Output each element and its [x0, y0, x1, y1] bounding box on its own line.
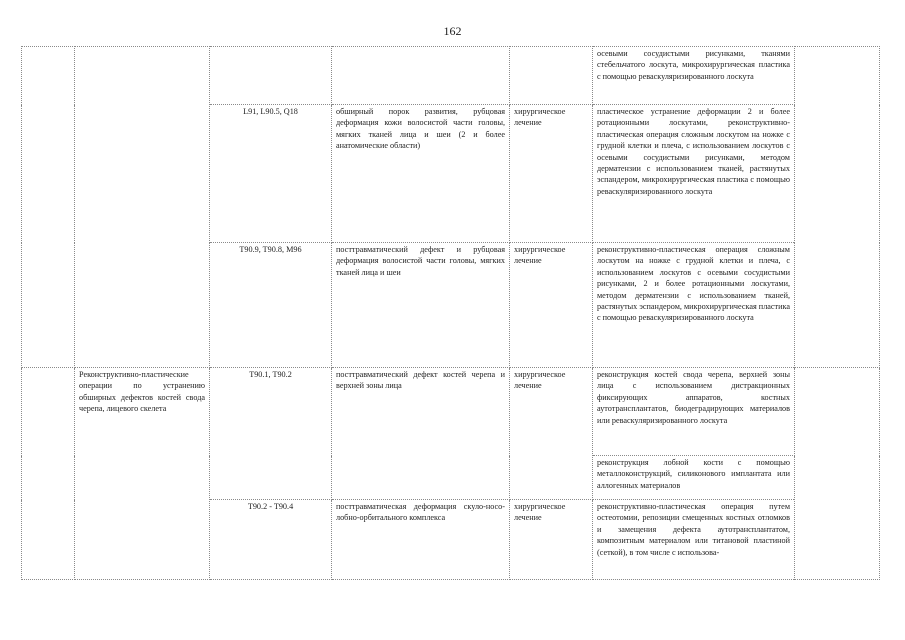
description-cell: посттравматический дефект и рубцовая деформация волосистой части головы, мягких тканей лица и шеи [332, 243, 510, 368]
code-cell: L91, L90.5, Q18 [210, 105, 332, 243]
number-cell [22, 47, 75, 368]
treatment-cell: хирургическое лечение [510, 105, 593, 243]
description-cell: обширный порок развития, рубцовая деформация кожи волосистой части головы, мягких тканей лица и шеи (2 и более анатомические области) [332, 105, 510, 243]
funding-cell [795, 47, 880, 368]
description-cell: посттравматический дефект костей черепа и верхней зоны лица [332, 368, 510, 500]
page-number: 162 [443, 24, 462, 38]
code-cell: T90.2 - T90.4 [210, 500, 332, 580]
method-cell: реконструктивно-пластическая операция сложным лоскутом на ножке с грудной клетки и плеча, с использованием лоскутов с осевыми сосудистыми рисунками, 2 и более ротационными лоскутами, методом дерматензии с использованием тканей, растянутых эспандером, микрохирургическая пластика с помощью реваскуляризированного лоскута [593, 243, 795, 368]
number-cell [22, 368, 75, 580]
method-cell: пластическое устранение деформации 2 и более ротационными лоскутами, реконструктивно-пластическая операция сложным лоскутом на ножке с грудной клетки и плеча, с использованием лоскутов с осевыми сосудистыми рисунками, методом дерматензии с использованием тканей, растянутых эспандером, микрохирургическая пластика с помощью реваскуляризированного лоскута [593, 105, 795, 243]
code-cell: T90.1, T90.2 [210, 368, 332, 500]
description-cell: посттравматическая деформация скуло-носо-лобно-орбитального комплекса [332, 500, 510, 580]
treatment-cell: хирургическое лечение [510, 243, 593, 368]
table-row [22, 368, 880, 456]
code-cell: T90.9, T90.8, M96 [210, 243, 332, 368]
procedures-table [21, 46, 880, 580]
description-cell [332, 47, 510, 105]
method-cell: реконструкция костей свода черепа, верхней зоны лица с использованием дистракционных фиксирующих аппаратов, костных аутотрансплантатов, биодеградирующих материалов или реваскуляризированного лоскута [593, 368, 795, 456]
method-cell: реконструктивно-пластическая операция путем остеотомии, репозиции смещенных костных отломков и замещения дефекта аутотрансплантатом, композитным материалом или титановой пластиной (сеткой), в том числе с использова- [593, 500, 795, 580]
funding-cell [795, 368, 880, 580]
table-row [22, 47, 880, 105]
treatment-cell: хирургическое лечение [510, 368, 593, 500]
treatment-cell: хирургическое лечение [510, 500, 593, 580]
code-cell [210, 47, 332, 105]
method-cell: реконструкция лобной кости с помощью металлоконструкций, силиконового имплантата или аллогенных материалов [593, 456, 795, 500]
group-name-cell: Реконструктивно-пластические операции по устранению обширных дефектов костей свода черепа, лицевого скелета [75, 368, 210, 580]
group-name-cell [75, 47, 210, 368]
method-cell: осевыми сосудистыми рисунками, тканями стебельчатого лоскута, микрохирургическая пластика с помощью реваскуляризированного лоскута [593, 47, 795, 105]
treatment-cell [510, 47, 593, 105]
